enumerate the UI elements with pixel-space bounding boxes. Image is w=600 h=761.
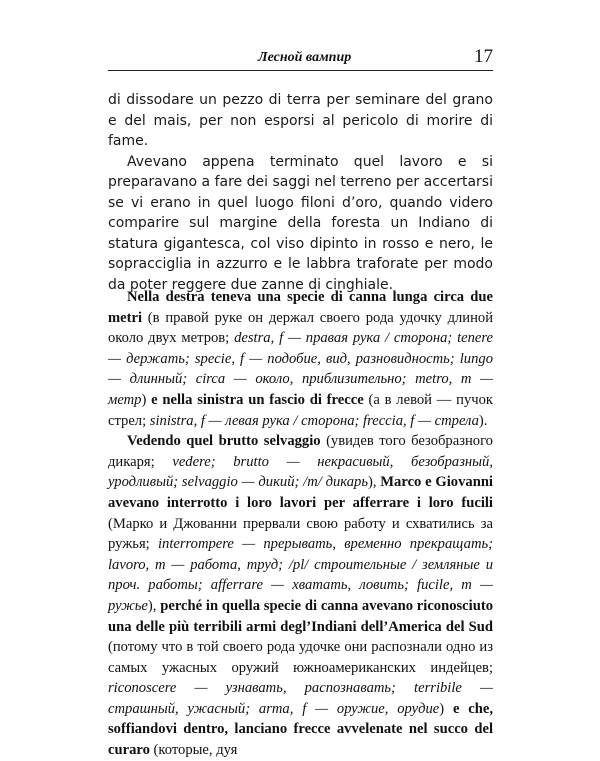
italian-phrase: Marco e Giovanni avevano interrotto i loro lavori per afferrare i loro fucili xyxy=(108,474,493,511)
translation: (потому что в той своего рода удочке они распознали одно из самых ужасных оружий южноамериканских индейцев; xyxy=(108,639,493,676)
translation: (которые, дуя xyxy=(149,742,238,759)
punctuation: ) xyxy=(439,700,453,717)
study-paragraph-1 xyxy=(108,287,493,431)
translation: (увидев того безобразного дикаря; xyxy=(108,433,493,470)
vocabulary-note: interrompere — прерывать, временно прекращать; lavoro, m — работа, труд; /pl/ строительные / земляные и проч. работы; afferrare — хватать, ловить; fucile, m — ружье xyxy=(108,536,493,614)
page-number: 17 xyxy=(474,46,493,67)
punctuation: ). xyxy=(478,412,488,429)
italian-text-block xyxy=(108,90,493,295)
vocabulary-note: riconoscere — узнавать, распознавать; terribile — страшный, ужасный; arma, f — оружие, орудие xyxy=(108,680,493,717)
punctuation: ) xyxy=(141,391,152,408)
vocabulary-note: sinistra, f — левая рука / сторона; freccia, f — стрела xyxy=(149,412,479,429)
italian-paragraph-1: di dissodare un pezzo di terra per seminare del grano e del mais, per non esporsi al pericolo di morire di fame. xyxy=(108,92,493,149)
italian-paragraph-2: Avevano appena terminato quel lavoro e si preparavano a fare dei saggi nel terreno per accertarsi se vi erano in quel luogo filoni d’oro, quando videro comparire sul margine della foresta un Indiano di statura gigantesca, col viso dipinto in rosso e nero, le sopracciglia in azzurro e le labbra traforate per modo da poter reggere due zanne di cinghiale. xyxy=(108,153,493,293)
annotated-study-block xyxy=(108,287,493,761)
running-title: Лесной вампир xyxy=(258,50,352,65)
punctuation: ), xyxy=(367,474,381,491)
italian-phrase: perché in quella specie di canna avevano riconosciuto una delle più terribili armi degl’Indiani dell’America del Sud xyxy=(108,597,493,635)
vocabulary-note: vedere; brutto — некрасивый, безобразный, уродливый; selvaggio — дикий; /m/ дикарь xyxy=(108,453,493,491)
vocabulary-note: destra, f — правая рука / сторона; tenere — держать; specie, f — подобие, вид, разновидность; lungo — длинный; circa — около, приблизительно; metro, m — метр xyxy=(108,330,494,408)
italian-phrase: e nella sinistra un fascio di frecce xyxy=(151,391,364,408)
italian-phrase: Nella destra teneva una specie di canna lunga circa due metri xyxy=(108,289,493,326)
study-paragraph-2 xyxy=(108,431,493,761)
translation: (Марко и Джованни прервали свою работу и схватились за ружья; xyxy=(108,515,493,553)
punctuation: ), xyxy=(147,597,161,614)
translation: (в правой руке он держал своего рода удочку длиной около двух метров; xyxy=(108,309,493,347)
translation: (а в левой — пучок стрел; xyxy=(108,391,493,429)
italian-phrase: e che, soffiandovi dentro, lanciano frecce avvelenate nel succo del curaro xyxy=(108,700,493,759)
italian-phrase: Vedendo quel brutto selvaggio xyxy=(127,433,321,450)
running-header xyxy=(108,44,493,71)
